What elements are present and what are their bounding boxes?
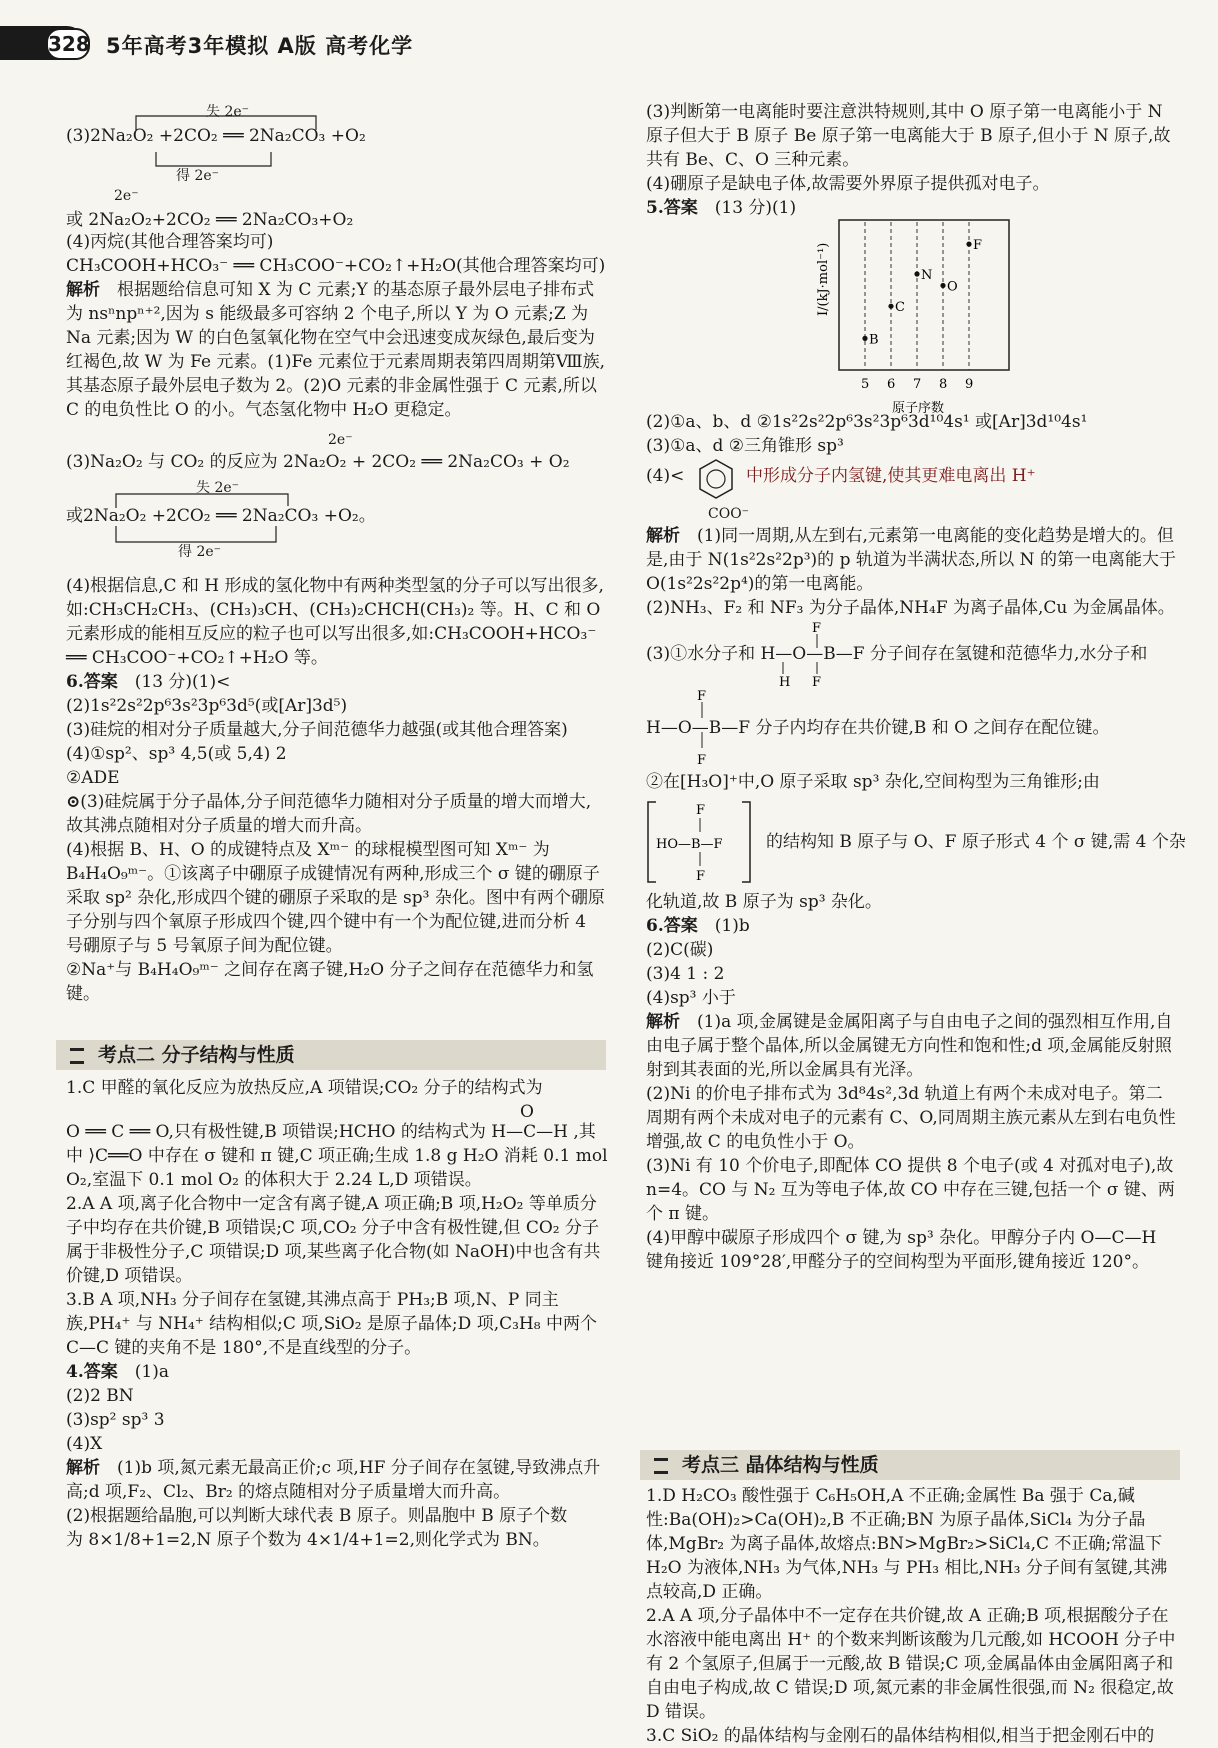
q6-2: (2)1s²2s²2p⁶3s²3p⁶3d⁵(或[Ar]3d⁵)	[66, 696, 348, 716]
k1-o: O	[520, 1102, 534, 1122]
x-axis-label: 原子序数	[892, 401, 945, 416]
q6r-an-text: (1)a 项,金属键是金属阳离子与自由电子之间的强烈相互作用,自由电子属于整个晶体,所以金属键无方向性和饱和性;d 项,金属能反射照射到其表面的光,所以金属具有光泽。	[646, 1012, 1173, 1080]
svg-text:F: F	[812, 675, 822, 690]
svg-text:H: H	[779, 675, 791, 690]
q6r-analysis	[646, 1010, 1176, 1082]
q5-an3b: H—O—B—F 分子内均存在共价键,B 和 O 之间存在配位键。	[646, 718, 1110, 738]
label-2e: 2e⁻	[114, 188, 139, 204]
r3b-lose: 失 2e⁻	[196, 480, 240, 496]
q6-answer	[66, 670, 606, 694]
q6r-ans: (1)b	[714, 916, 750, 936]
q6r-analysis-label: 解析	[646, 1012, 680, 1032]
q5-an3b-block	[646, 686, 1176, 770]
section-3-title: 考点三 晶体结构与性质	[682, 1454, 879, 1476]
k1-o-row	[66, 1100, 606, 1120]
q6r-an2: (2)Ni 的价电子排布式为 3d⁸4s²,3d 轨道上有两个未成对电子。第二周期有两个未成对电子的元素有 C、O,同周期主族元素从左到右电负性增强,故 C 的电负性小于 O。	[646, 1084, 1176, 1152]
k4-an-text: (1)b 项,氮元素无最高正价;c 项,HF 分子间存在氢键,导致沸点升高;d 项,F₂、Cl₂、Br₂ 的熔点随相对分子质量增大而升高。	[66, 1458, 601, 1502]
section-2-header	[56, 1040, 606, 1070]
left-column	[66, 100, 606, 1006]
k4-2: (2)2 BN	[66, 1386, 134, 1406]
line-reaction: CH₃COOH+HCO₃⁻ ══ CH₃COO⁻+CO₂↑+H₂O(其他合理答案均可)	[66, 256, 606, 276]
r3-block	[66, 428, 606, 558]
r2: (4)硼原子是缺电子体,故需要外界原子提供孤对电子。	[646, 174, 1050, 194]
page-header	[0, 0, 1218, 90]
k1b: O ══ C ══ O,只有极性键,B 项错误;HCHO 的结构式为 H—C—H ,其	[66, 1122, 596, 1142]
q6-4b: ②ADE	[66, 768, 120, 788]
eq3-block	[66, 100, 606, 230]
q6-an3: ②Na⁺与 B₄H₄O₉ᵐ⁻ 之间存在离子键,H₂O 分子之间存在范德华力和氢键。	[66, 960, 594, 1004]
k2: 2.A A 项,离子化合物中一定含有离子键,A 项正确;B 项,H₂O₂ 等单质分子中均存在共价键,B 项错误;C 项,CO₂ 分子中含有极性键,但 CO₂ 分子属于非极性分子,C 项错误;D 项,某些离子化合物(如 NaOH)中也含有共价键,D 项错误。	[66, 1194, 601, 1286]
q5-answer	[646, 196, 1176, 220]
q6r-number: 6.	[646, 916, 664, 936]
data-label-N: N	[921, 268, 933, 283]
x-tick-label: 8	[939, 377, 948, 392]
q5-an2: (2)NH₃、F₂ 和 NF₃ 为分子晶体,NH₄F 为离子晶体,Cu 为金属晶体。	[646, 598, 1175, 618]
right-column-2	[646, 410, 1186, 1274]
m3: 3.C SiO₂ 的晶体结构与金刚石的晶体结构相似,相当于把金刚石中的	[646, 1726, 1155, 1746]
svg-text:F: F	[697, 689, 707, 704]
q6-4: (4)①sp²、sp³ 4,5(或 5,4) 2	[66, 744, 287, 764]
k3: 3.B A 项,NH₃ 分子间存在氢键,其沸点高于 PH₃;B 项,N、P 同主族,PH₄⁺ 与 NH₄⁺ 结构相似;C 项,SiO₂ 是原子晶体;D 项,C₃H₈ 中两个 C—C 键的夹角不是 180°,不是直线型的分子。	[66, 1290, 597, 1358]
q5-4c: COO⁻	[708, 506, 750, 522]
k4-answer-label: 答案	[83, 1362, 118, 1382]
k4-4: (4)X	[66, 1434, 103, 1454]
page-number: 328	[46, 28, 90, 60]
q6r-3: (3)4 1 : 2	[646, 964, 725, 984]
q5-4b: 中形成分子内氢键,使其更难电离出 H⁺	[746, 466, 1036, 486]
q5-an3c: ②在[H₃O]⁺中,O 原子采取 sp³ 杂化,空间构型为三角锥形;由	[646, 772, 1100, 792]
q5-analysis	[646, 524, 1176, 596]
analysis-1-text: 根据题给信息可知 X 为 C 元素;Y 的基态原子最外层电子排布式为 nsⁿnpⁿ⁺²,因为 s 能级最多可容纳 2 个电子,所以 Y 为 O 元素;Z 为 Na 元素;因为 W 的白色氢氧化物在空气中会迅速变成灰绿色,最后变为红褐色,故 W 为 Fe 元素。(1)Fe 元素位于元素周期表第四周期第Ⅷ族,其基态原子最外层电子数为 2。(2)O 元素的非金属性强于 C 元素,所以 C 的电负性比 O 的小。气态氢化物中 H₂O 更稳定。	[66, 280, 606, 420]
k4-3: (3)sp² sp³ 3	[66, 1410, 165, 1430]
reaction-3b: 或2Na₂O₂ +2CO₂ ══ 2Na₂CO₃ +O₂。	[66, 506, 376, 526]
data-label-B: B	[869, 332, 879, 348]
svg-text:F: F	[812, 621, 822, 636]
q5-analysis-label: 解析	[646, 526, 680, 546]
q5-4-block	[646, 458, 1176, 524]
q5-3: (3)①a、d ②三角锥形 sp³	[646, 436, 844, 456]
q6-an2: (4)根据 B、H、O 的成键特点及 Xᵐ⁻ 的球棍模型图可知 Xᵐ⁻ 为 B₄H₄O₉ᵐ⁻。①该离子中硼原子成键情况有两种,形成三个 σ 键的硼原子采取 sp² 杂化,形成四个键的硼原子采取的是 sp³ 杂化。图中有两个硼原子分别与四个氧原子形成四个键,四个键中有一个为配位键,进而分析 4 号硼原子与 5 号氧原子间为配位键。	[66, 840, 605, 956]
k4-an2: (2)根据题给晶胞,可以判断大球代表 B 原子。则晶胞中 B 原子个数	[66, 1506, 568, 1526]
q5-ans: (13 分)(1)	[714, 198, 797, 218]
svg-text:F: F	[696, 869, 706, 884]
section-2-title: 考点二 分子结构与性质	[98, 1044, 295, 1066]
q6-analysis: ⊙(3)硅烷属于分子晶体,分子间范德华力随相对分子质量的增大而增大,故其沸点随相对分子质量的增大而升高。	[66, 792, 592, 836]
r3-label: 2e⁻	[328, 432, 353, 448]
data-point-N	[914, 271, 919, 276]
data-label-C: C	[895, 300, 905, 316]
equation-3b: 或 2Na₂O₂+2CO₂ ══ 2Na₂CO₃+O₂	[66, 210, 354, 230]
q5-4a: (4)<	[646, 466, 685, 486]
k1d: O₂,室温下 0.1 mol O₂ 的体积大于 2.24 L,D 项错误。	[66, 1170, 482, 1190]
data-point-F	[966, 242, 971, 247]
x-tick-label: 5	[861, 377, 870, 392]
k1: 1.C 甲醛的氧化反应为放热反应,A 项错误;CO₂ 分子的结构式为	[66, 1078, 543, 1098]
k4-number: 4.	[66, 1362, 84, 1382]
data-label-F: F	[973, 238, 983, 254]
data-label-O: O	[947, 279, 958, 295]
q5-an3d: 的结构知 B 原子与 O、F 原子形式 4 个 σ 键,需 4 个杂	[766, 832, 1186, 852]
k4-analysis	[66, 1456, 606, 1504]
analysis-1	[66, 278, 606, 422]
q5-an3a: (3)①水分子和 H—O—B—F 分子间存在氢键和范德华力,水分子和	[646, 644, 1148, 664]
k1c: 中 ⟩C══O 中存在 σ 键和 π 键,C 项正确;生成 1.8 g H₂O 消耗 0.1 mol	[66, 1146, 608, 1166]
reaction-3: (3)Na₂O₂ 与 CO₂ 的反应为 2Na₂O₂ + 2CO₂ ══ 2Na₂CO₃ + O₂	[66, 452, 570, 472]
analysis-label: 解析	[66, 280, 100, 300]
label-gain: 得 2e⁻	[176, 168, 220, 184]
q5-an3d-block	[646, 794, 1186, 890]
k4-an3: 为 8×1/8+1=2,N 原子个数为 4×1/4+1=2,则化学式为 BN。	[66, 1530, 550, 1550]
q5-2: (2)①a、b、d ②1s²2s²2p⁶3s²3p⁶3d¹⁰4s¹ 或[Ar]3d¹⁰4s¹	[646, 412, 1088, 432]
q5-an3e: 化轨道,故 B 原子为 sp³ 杂化。	[646, 892, 882, 912]
k4-ans: (1)a	[134, 1362, 169, 1382]
m1: 1.D H₂CO₃ 酸性强于 C₆H₅OH,A 不正确;金属性 Ba 强于 Ca,碱性:Ba(OH)₂>Ca(OH)₂,B 不正确;BN 为原子晶体,SiCl₄ 为分子晶体,MgBr₂ 为离子晶体,故熔点:BN>MgBr₂>SiCl₄,C 不正确;常温下 H₂O 为液体,NH₃ 为气体,NH₃ 与 PH₃ 相比,NH₃ 分子间有氢键,其沸点较高,D 正确。	[646, 1486, 1168, 1602]
r3b-gain: 得 2e⁻	[178, 544, 222, 560]
bracket-structure	[646, 794, 756, 890]
q6r-an3: (3)Ni 有 10 个价电子,即配体 CO 提供 8 个电子(或 4 对孤对电子),故 n=4。CO 与 N₂ 互为等电子体,故 CO 中存在三键,包括一个 σ 键、两个 π 键。	[646, 1156, 1175, 1224]
data-point-C	[888, 304, 893, 309]
right-column	[646, 100, 1176, 220]
q6-3: (3)硅烷的相对分子质量越大,分子间范德华力越强(或其他合理答案)	[66, 720, 568, 740]
q6r-answer	[646, 914, 1176, 938]
chart-marks	[861, 222, 982, 392]
q6-number: 6.	[66, 672, 84, 692]
answer-label: 答案	[83, 672, 118, 692]
q6r-4: (4)sp³ 小于	[646, 988, 736, 1008]
book-title: 5年高考3年模拟 A版 高考化学	[106, 34, 414, 58]
right-column-3	[646, 1484, 1176, 1748]
section-3-header	[640, 1450, 1180, 1480]
k4-analysis-label: 解析	[66, 1458, 100, 1478]
ionization-energy-chart	[816, 218, 1017, 416]
data-point-O	[940, 283, 945, 288]
left-column-2	[66, 1076, 606, 1552]
q6r-answer-label: 答案	[663, 916, 698, 936]
q6-ans-text: (13 分)(1)<	[134, 672, 231, 692]
svg-text:HO—B—F: HO—B—F	[656, 837, 723, 852]
section-icon	[70, 1048, 84, 1064]
m2: 2.A A 项,分子晶体中不一定存在共价键,故 A 正确;B 项,根据酸分子在水溶液中能电离出 H⁺ 的个数来判断该酸为几元酸,如 HCOOH 分子中有 2 个氢原子,但属于一元酸,故 B 错误;C 项,金属晶体由金属阳离子和自由电子构成,故 C 错误;D 项,氮元素的非金属性很强,而 N₂ 很稳定,故 D 错误。	[646, 1606, 1176, 1722]
x-tick-label: 6	[887, 377, 896, 392]
para-4: (4)根据信息,C 和 H 形成的氢化物中有两种类型氢的分子可以写出很多,如:CH₃CH₂CH₃、(CH₃)₃CH、(CH₃)₂CHCH(CH₃)₂ 等。H、C 和 O 元素形成的能相互反应的粒子也可以写出很多,如:CH₃COOH+HCO₃⁻ ══ CH₃COO⁻+CO₂↑+H₂O 等。	[66, 576, 604, 668]
q5-answer-label: 答案	[663, 198, 698, 218]
x-tick-label: 7	[913, 377, 922, 392]
q6r-2: (2)C(碳)	[646, 940, 714, 960]
section3-icon	[654, 1458, 668, 1474]
k4-answer	[66, 1360, 606, 1384]
q5-an3a-block	[646, 620, 1176, 690]
svg-text:F: F	[696, 803, 706, 818]
y-axis-label: I/(kJ·mol⁻¹)	[816, 242, 831, 316]
q6r-an4: (4)甲醇中碳原子形成四个 σ 键,为 sp³ 杂化。甲醇分子内 O—C—H 键角接近 109°28′,甲醛分子的空间构型为平面形,键角接近 120°。	[646, 1228, 1157, 1272]
q6-an-text: (3)硅烷属于分子晶体,分子间范德华力随相对分子质量的增大而增大,故其沸点随相对分子质量的增大而升高。	[66, 792, 592, 836]
x-tick-label: 9	[965, 377, 974, 392]
line-propane: (4)丙烷(其他合理答案均可)	[66, 232, 274, 252]
equation-3: (3)2Na₂O₂ +2CO₂ ══ 2Na₂CO₃ +O₂	[66, 126, 366, 146]
q5-number: 5.	[646, 198, 664, 218]
q5-an-text: (1)同一周期,从左到右,元素第一电离能的变化趋势是增大的。但是,由于 N(1s²2s²2p³)的 p 轨道为半满状态,所以 N 的第一电离能大于 O(1s²2s²2p⁴)的第一电离能。	[646, 526, 1176, 594]
r1: (3)判断第一电离能时要注意洪特规则,其中 O 原子第一电离能小于 N 原子但大于 B 原子 Be 原子第一电离能大于 B 原子,但小于 N 原子,故共有 Be、C、O 三种元素。	[646, 102, 1171, 170]
benzene-ring-icon	[698, 458, 734, 502]
label-lose: 失 2e⁻	[206, 104, 250, 120]
data-point-B	[862, 336, 867, 341]
svg-text:F: F	[697, 753, 707, 768]
